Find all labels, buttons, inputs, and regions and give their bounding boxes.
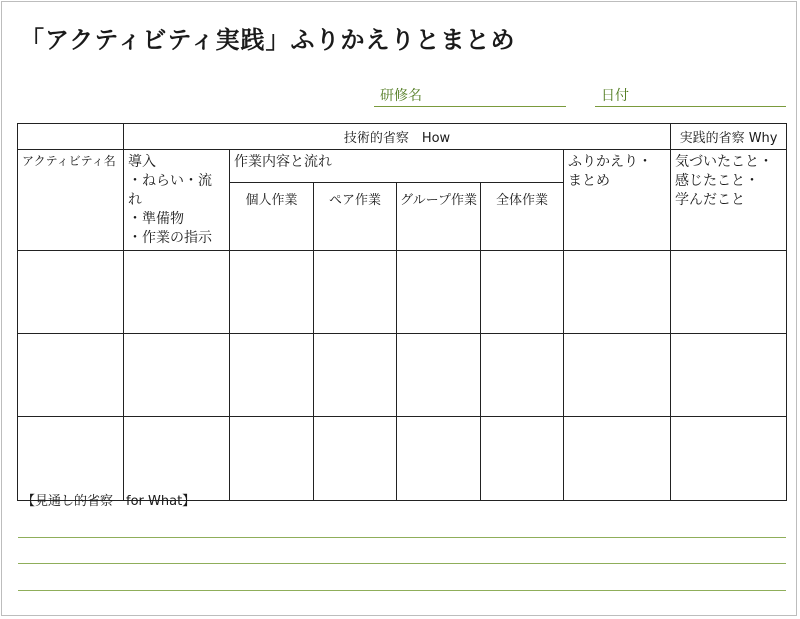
why-notes-header: 気づいたこと・ 感じたこと・ 学んだこと (671, 150, 787, 251)
blank-corner-cell (18, 124, 124, 150)
review-summary-header: ふりかえり・ まとめ (564, 150, 671, 251)
intro-title: 導入 (128, 154, 156, 170)
intro-item: ・ねらい・流れ (128, 172, 212, 208)
outlook-reflection-label: 【見通し的省察 for What】 (22, 494, 196, 509)
technical-reflection-header: 技術的省察 How (124, 124, 671, 150)
input-cell[interactable] (397, 417, 481, 501)
group-work-header: グループ作業 (397, 182, 481, 251)
input-cell[interactable] (314, 417, 397, 501)
input-cell[interactable] (671, 417, 787, 501)
input-cell[interactable] (314, 334, 397, 417)
input-cell[interactable] (564, 417, 671, 501)
individual-work-header: 個人作業 (230, 182, 314, 251)
input-cell[interactable] (397, 334, 481, 417)
page-title: 「アクティビティ実践」ふりかえりとまとめ (20, 26, 516, 54)
input-cell[interactable] (397, 251, 481, 334)
intro-header (124, 150, 230, 251)
input-cell[interactable] (481, 251, 564, 334)
whole-class-work-header: 全体作業 (481, 182, 564, 251)
training-name-label: 研修名 (380, 88, 422, 104)
practical-reflection-header: 実践的省察 Why (671, 124, 787, 150)
table-row (18, 334, 787, 417)
pair-work-header: ペア作業 (314, 182, 397, 251)
input-cell[interactable] (314, 251, 397, 334)
training-name-field[interactable] (374, 84, 566, 107)
input-cell[interactable] (564, 251, 671, 334)
input-cell[interactable] (124, 251, 230, 334)
input-cell[interactable] (230, 417, 314, 501)
date-field[interactable] (595, 84, 786, 107)
input-cell[interactable] (481, 417, 564, 501)
input-cell[interactable] (18, 417, 124, 501)
date-label: 日付 (601, 88, 629, 104)
intro-item: ・準備物 (128, 210, 184, 227)
input-cell[interactable] (671, 334, 787, 417)
input-cell[interactable] (124, 334, 230, 417)
input-cell[interactable] (564, 334, 671, 417)
intro-item: ・作業の指示 (128, 229, 212, 246)
work-flow-header: 作業内容と流れ (230, 150, 564, 183)
input-cell[interactable] (18, 251, 124, 334)
table-row (18, 251, 787, 334)
writing-line[interactable] (18, 537, 786, 538)
input-cell[interactable] (124, 417, 230, 501)
input-cell[interactable] (18, 334, 124, 417)
input-cell[interactable] (230, 334, 314, 417)
reflection-table (17, 123, 787, 501)
table-row (18, 417, 787, 501)
activity-name-header: アクティビティ名 (18, 150, 124, 251)
writing-line[interactable] (18, 590, 786, 591)
input-cell[interactable] (230, 251, 314, 334)
writing-line[interactable] (18, 563, 786, 564)
input-cell[interactable] (481, 334, 564, 417)
input-cell[interactable] (671, 251, 787, 334)
